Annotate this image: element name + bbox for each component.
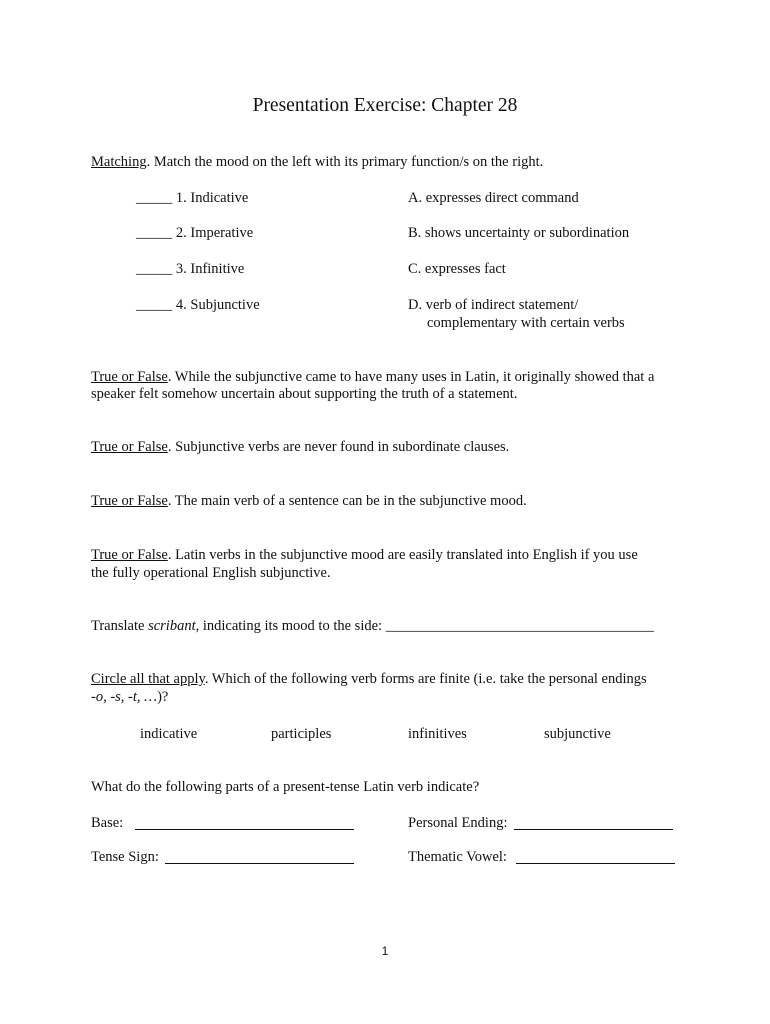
option-indicative[interactable]: indicative (140, 726, 198, 742)
matching-answer-a: A. expresses direct command (408, 190, 579, 206)
matching-answer-b: B. shows uncertainty or subordination (408, 225, 630, 241)
page-number: 1 (381, 944, 389, 958)
option-infinitives[interactable]: infinitives (408, 726, 467, 742)
latin-word: scribant (148, 618, 196, 634)
matching-instructions (91, 153, 543, 171)
base-label: Base: (91, 815, 124, 831)
matching-label: Matching (91, 154, 147, 170)
thematic-vowel-answer-line[interactable] (516, 849, 675, 864)
tf-question-4: True or False. Latin verbs in the subjunctive mood are easily translated into English if you use (91, 547, 638, 563)
circle-question: Circle all that apply. Which of the following verb forms are finite (i.e. take the personal endings (91, 671, 647, 687)
tf-question-2: True or False. Subjunctive verbs are never found in subordinate clauses. (91, 439, 510, 455)
personal-ending-answer-line[interactable] (514, 815, 673, 830)
personal-endings: -o, -s, -t, … (91, 689, 158, 705)
tense-sign-label: Tense Sign: (91, 849, 159, 865)
tf-question-1: True or False. While the subjunctive came to have many uses in Latin, it originally showed that a (91, 369, 655, 385)
matching-text: . Match the mood on the left with its primary function/s on the right. (146, 154, 544, 170)
thematic-vowel-label: Thematic Vowel: (408, 849, 507, 865)
circle-question-cont: -o, -s, -t, …)? (91, 689, 169, 705)
answer-blank[interactable]: _____ (136, 297, 173, 313)
translate-question: Translate scribant, indicating its mood to the side: _____________________________________ (91, 618, 654, 634)
matching-answer-c: C. expresses fact (408, 261, 506, 277)
tf-question-1-cont: speaker felt somehow uncertain about supporting the truth of a statement. (91, 386, 518, 402)
option-subjunctive[interactable]: subjunctive (544, 726, 611, 742)
page-title: Presentation Exercise: Chapter 28 (252, 95, 518, 116)
parts-question: What do the following parts of a present-tense Latin verb indicate? (91, 779, 480, 795)
translate-answer-blank[interactable]: _____________________________________ (385, 618, 654, 634)
answer-blank[interactable]: _____ (136, 225, 173, 241)
matching-answer-d: D. verb of indirect statement/ (408, 297, 579, 313)
tf-label[interactable]: True or False (91, 369, 168, 385)
tf-label[interactable]: True or False (91, 547, 168, 563)
tf-question-3: True or False. The main verb of a sentence can be in the subjunctive mood. (91, 493, 527, 509)
item-text: 4. Subjunctive (175, 297, 260, 313)
answer-blank[interactable]: _____ (136, 261, 173, 277)
option-participles[interactable]: participles (271, 726, 332, 742)
matching-item-1[interactable] (136, 189, 248, 207)
tf-label[interactable]: True or False (91, 493, 168, 509)
matching-item-4[interactable] (136, 296, 260, 314)
tf-question-4-cont: the fully operational English subjunctive. (91, 565, 331, 581)
item-text: 1. Indicative (175, 190, 249, 206)
item-text: 3. Infinitive (175, 261, 245, 277)
tense-sign-answer-line[interactable] (165, 849, 354, 864)
item-text: 2. Imperative (175, 225, 254, 241)
tf-label[interactable]: True or False (91, 439, 168, 455)
personal-ending-label: Personal Ending: (408, 815, 508, 831)
base-answer-line[interactable] (135, 815, 354, 830)
matching-answer-d-cont: complementary with certain verbs (427, 315, 625, 331)
answer-blank[interactable]: _____ (136, 190, 173, 206)
circle-label: Circle all that apply (91, 671, 205, 687)
matching-item-2[interactable] (136, 224, 253, 242)
matching-item-3[interactable] (136, 260, 244, 278)
